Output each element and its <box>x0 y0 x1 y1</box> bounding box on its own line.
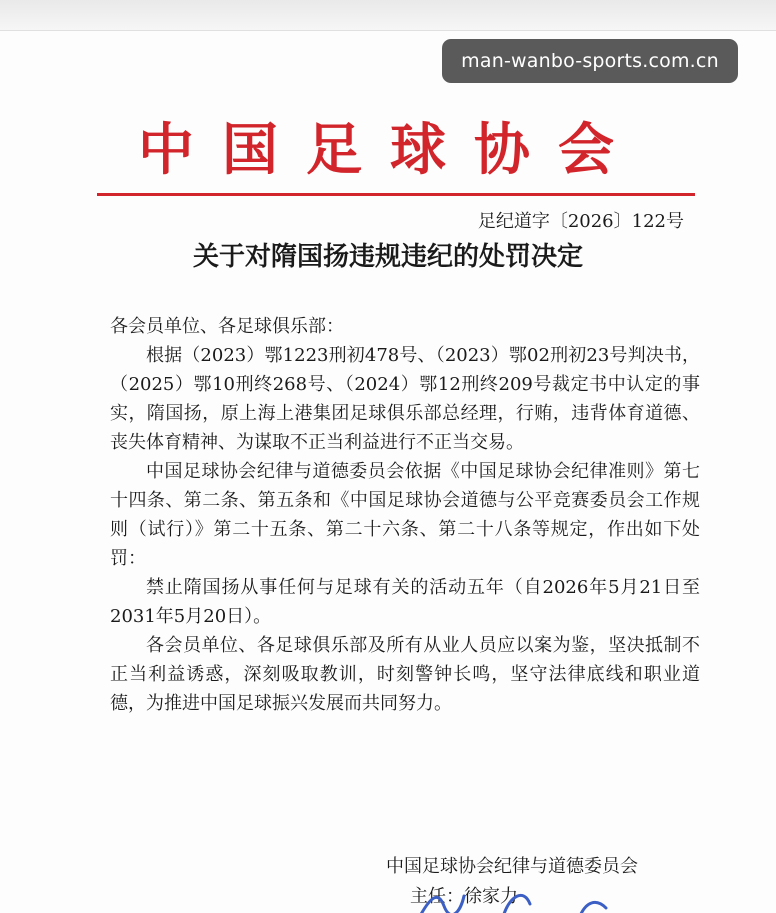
letterhead-title: 中国足球协会 <box>138 117 642 183</box>
document-body <box>110 312 700 718</box>
handwritten-signature-icon <box>400 878 620 913</box>
paragraph-penalty: 禁止隋国扬从事任何与足球有关的活动五年（自2026年5月21日至2031年5月20日）。 <box>110 577 700 627</box>
top-strip <box>0 0 776 31</box>
paragraph-basis: 中国足球协会纪律与道德委员会依据《中国足球协会纪律准则》第七十四条、第二条、第五条和《中国足球协会道德与公平竞赛委员会工作规则（试行）》第二十五条、第二十六条、第二十八条等规定，作出如下处罚： <box>110 461 700 569</box>
document-title: 关于对隋国扬违规违纪的处罚决定 <box>192 242 583 272</box>
signature-committee: 中国足球协会纪律与道德委员会 <box>386 856 638 877</box>
salutation: 各会员单位、各足球俱乐部： <box>110 316 344 337</box>
paragraph-facts: 根据（2023）鄂1223刑初478号、（2023）鄂02刑初23号判决书，（2025）鄂10刑终268号、（2024）鄂12刑终209号裁定书中认定的事实，隋国扬，原上海上港集团足球俱乐部总经理，行贿，违背体育道德、丧失体育精神、为谋取不正当利益进行不正当交易。 <box>110 345 700 453</box>
signature-chair: 主任：徐家力 <box>410 886 518 907</box>
watermark-badge: man-wanbo-sports.com.cn <box>442 39 738 83</box>
letterhead-red-rule <box>97 193 695 196</box>
paragraph-warning: 各会员单位、各足球俱乐部及所有从业人员应以案为鉴，坚决抵制不正当利益诱惑，深刻吸取教训，时刻警钟长鸣，坚守法律底线和职业道德，为推进中国足球振兴发展而共同努力。 <box>110 635 700 714</box>
document-number: 足纪道字〔2026〕122号 <box>477 211 684 232</box>
